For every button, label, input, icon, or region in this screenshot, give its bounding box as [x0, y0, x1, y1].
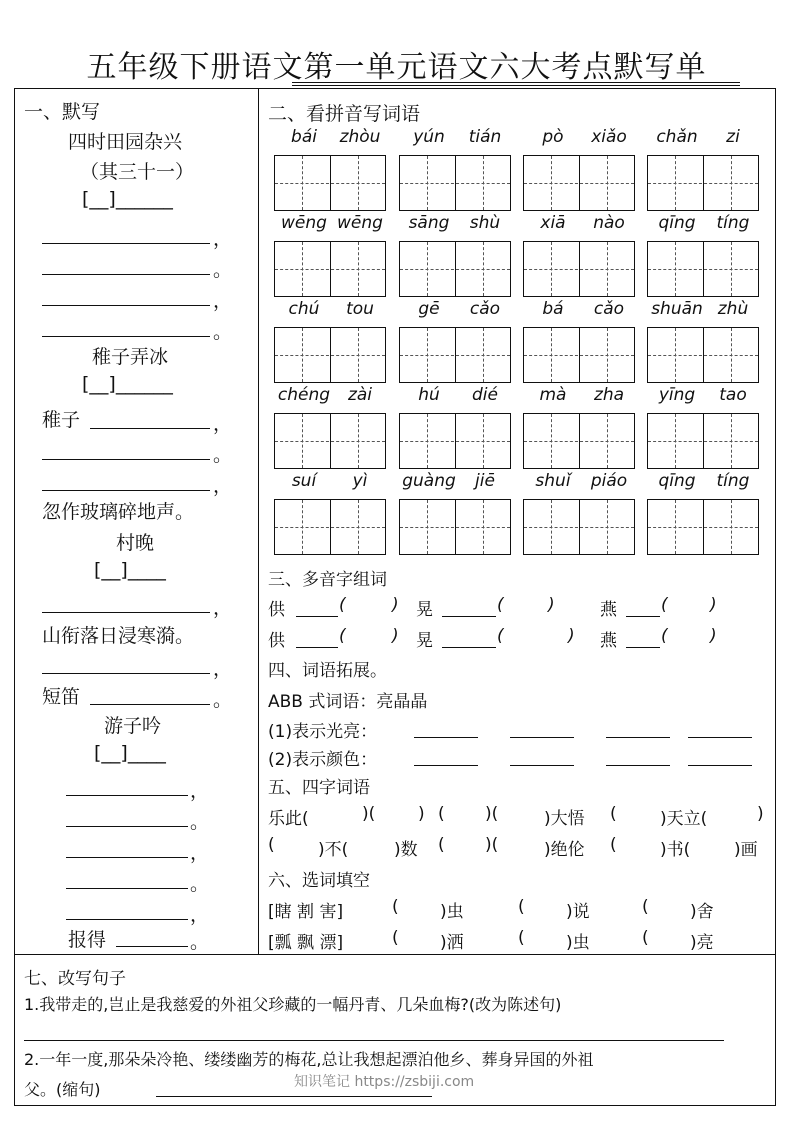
paren: ): [710, 595, 717, 615]
punct: 。: [190, 873, 210, 895]
writing-grid[interactable]: [399, 327, 511, 383]
writing-grid[interactable]: [274, 413, 386, 469]
section-heading: 三、多音字组词: [268, 570, 387, 590]
answer-line[interactable]: [66, 857, 188, 858]
item-label: (2)表示颜色：: [268, 750, 378, 770]
pinyin-label: bá: [542, 299, 564, 319]
poem-line-start: 稚子: [42, 409, 81, 431]
pinyin-label: yì: [352, 471, 368, 491]
answer-line[interactable]: [42, 336, 210, 337]
paren: (: [661, 626, 668, 646]
paren: ): [710, 626, 717, 646]
answer-line[interactable]: [606, 765, 670, 766]
writing-grid[interactable]: [647, 155, 759, 211]
writing-grid[interactable]: [274, 499, 386, 555]
pinyin-label: chú: [288, 299, 320, 319]
punct: ，: [190, 904, 210, 926]
writing-grid[interactable]: [523, 241, 635, 297]
writing-grid[interactable]: [647, 327, 759, 383]
poem-title: 四时田园杂兴: [68, 131, 183, 153]
writing-grid[interactable]: [399, 499, 511, 555]
question-1: 1.我带走的,岂止是我慈爱的外祖父珍藏的一幅丹青、几朵血梅?(改为陈述句): [24, 995, 562, 1014]
poem-line-start: 短笛: [42, 686, 81, 708]
pinyin-label: zha: [593, 385, 625, 405]
punct: ，: [213, 413, 233, 435]
pinyin-label: chǎn: [656, 127, 698, 147]
pinyin-label: tíng: [716, 471, 750, 491]
char: 燕: [600, 631, 617, 651]
punct: 。: [213, 444, 233, 466]
fill-item: )说: [566, 902, 590, 922]
pinyin-label: tián: [468, 127, 502, 147]
pinyin-label: gē: [418, 299, 440, 319]
idiom-part: )不(: [318, 840, 349, 860]
idiom-part: 乐此(: [268, 809, 309, 829]
punct: ，: [213, 597, 233, 619]
writing-grid[interactable]: [523, 155, 635, 211]
punct: 。: [213, 689, 233, 711]
pinyin-label: xiā: [540, 213, 566, 233]
pinyin-label: qīng: [658, 213, 696, 233]
idiom-part: )书(: [660, 840, 691, 860]
idiom-part: )(: [362, 804, 376, 824]
question-2-end: 父。(缩句): [24, 1080, 101, 1099]
pinyin-label: cǎo: [469, 299, 501, 319]
char: 晃: [416, 600, 433, 620]
poem-subtitle: （其三十一）: [80, 161, 195, 183]
paren: (: [392, 928, 399, 948]
paren: (: [339, 626, 346, 646]
poem-author-blank: [__]____: [94, 742, 166, 764]
column-divider: [258, 88, 259, 954]
idiom-part: (: [610, 804, 617, 824]
page-title: 五年级下册语文第一单元语文六大考点默写单: [86, 50, 707, 85]
paren: ): [548, 595, 555, 615]
paren: (: [392, 897, 399, 917]
answer-line[interactable]: [296, 616, 338, 617]
idiom-part: )(: [485, 835, 499, 855]
pinyin-label: tou: [346, 299, 374, 319]
writing-grid[interactable]: [399, 413, 511, 469]
punct: 。: [190, 931, 210, 953]
watermark: 知识笔记 https://zsbiji.com: [294, 1074, 475, 1090]
answer-line[interactable]: [90, 428, 210, 429]
answer-line[interactable]: [66, 919, 188, 920]
pinyin-label: yún: [413, 127, 445, 147]
punct: 。: [190, 811, 210, 833]
pinyin-label: sāng: [408, 213, 450, 233]
section-heading: 四、词语拓展。: [268, 661, 387, 681]
writing-grid[interactable]: [399, 155, 511, 211]
pinyin-label: wēng: [337, 213, 383, 233]
answer-line[interactable]: [42, 243, 210, 244]
section-heading: 六、选词填空: [268, 871, 370, 891]
fill-item: )亮: [690, 933, 714, 953]
answer-line[interactable]: [688, 765, 752, 766]
writing-grid[interactable]: [647, 499, 759, 555]
answer-line[interactable]: [296, 647, 338, 648]
paren: ): [392, 595, 399, 615]
punct: ，: [213, 475, 233, 497]
pinyin-label: bái: [291, 127, 317, 147]
paren: (: [518, 897, 525, 917]
answer-line[interactable]: [156, 1096, 432, 1097]
punct: ，: [213, 658, 233, 680]
punct: 。: [213, 259, 233, 281]
answer-line[interactable]: [24, 1040, 724, 1041]
writing-grid[interactable]: [399, 241, 511, 297]
paren: ): [392, 626, 399, 646]
punct: 。: [213, 321, 233, 343]
abb-example: ABB 式词语：亮晶晶: [268, 692, 428, 712]
writing-grid[interactable]: [523, 499, 635, 555]
char: 燕: [600, 600, 617, 620]
fill-item: )洒: [440, 933, 464, 953]
paren: (: [339, 595, 346, 615]
poem-author-blank: [__]____: [94, 559, 166, 581]
punct: ，: [190, 780, 210, 802]
paren: (: [497, 595, 504, 615]
pinyin-label: pò: [542, 127, 564, 147]
word-options: [瞎 割 害]: [268, 902, 344, 922]
char: 晃: [416, 631, 433, 651]
pinyin-label: yīng: [658, 385, 696, 405]
answer-line[interactable]: [688, 737, 752, 738]
answer-line[interactable]: [116, 946, 188, 947]
paren: (: [642, 928, 649, 948]
idiom-part: (: [268, 835, 275, 855]
poem-line: 山衔落日浸寒漪。: [42, 625, 195, 647]
answer-line[interactable]: [442, 616, 496, 617]
idiom-part: ): [418, 804, 425, 824]
question-2: 2.一年一度,那朵朵冷艳、缕缕幽芳的梅花,总让我想起漂泊他乡、葬身异国的外祖: [24, 1050, 594, 1069]
pinyin-label: dié: [472, 385, 498, 405]
char: 供: [268, 600, 285, 620]
fill-item: )舍: [690, 902, 714, 922]
pinyin-label: guàng: [402, 471, 456, 491]
pinyin-label: nào: [593, 213, 625, 233]
poem-title: 游子吟: [104, 715, 162, 737]
pinyin-label: hú: [418, 385, 440, 405]
answer-line[interactable]: [626, 647, 660, 648]
idiom-part: )(: [485, 804, 499, 824]
answer-line[interactable]: [442, 647, 496, 648]
poem-author-blank: [__]______: [82, 188, 173, 210]
pinyin-label: zhù: [717, 299, 749, 319]
idiom-part: )画: [734, 840, 758, 860]
idiom-part: (: [610, 835, 617, 855]
pinyin-label: zi: [726, 127, 740, 147]
writing-grid[interactable]: [523, 327, 635, 383]
fill-item: )虫: [440, 902, 464, 922]
pinyin-label: qīng: [658, 471, 696, 491]
idiom-part: )数: [394, 840, 418, 860]
answer-line[interactable]: [510, 765, 574, 766]
answer-line[interactable]: [90, 704, 210, 705]
poem-title: 稚子弄冰: [92, 346, 169, 368]
writing-grid[interactable]: [523, 413, 635, 469]
pinyin-label: cǎo: [593, 299, 625, 319]
idiom-part: )大悟: [544, 809, 585, 829]
writing-grid[interactable]: [274, 327, 386, 383]
idiom-part: )绝伦: [544, 840, 585, 860]
idiom-part: ): [757, 804, 764, 824]
answer-line[interactable]: [510, 737, 574, 738]
pinyin-label: shuān: [651, 299, 703, 319]
pinyin-label: jiē: [475, 471, 495, 491]
paren: (: [497, 626, 504, 646]
fill-item: )虫: [566, 933, 590, 953]
punct: ，: [213, 228, 233, 250]
idiom-part: (: [438, 804, 445, 824]
pinyin-label: wēng: [281, 213, 327, 233]
writing-grid[interactable]: [274, 155, 386, 211]
pinyin-label: zài: [347, 385, 373, 405]
pinyin-label: shù: [469, 213, 501, 233]
punct: ，: [190, 842, 210, 864]
writing-grid[interactable]: [647, 241, 759, 297]
char: 供: [268, 631, 285, 651]
answer-line[interactable]: [66, 888, 188, 889]
answer-line[interactable]: [42, 612, 210, 613]
poem-line: 忽作玻璃碎地声。: [42, 501, 195, 523]
answer-line[interactable]: [606, 737, 670, 738]
answer-line[interactable]: [414, 737, 478, 738]
section-divider: [14, 954, 776, 955]
answer-line[interactable]: [626, 616, 660, 617]
punct: ，: [213, 290, 233, 312]
pinyin-label: zhòu: [339, 127, 381, 147]
pinyin-label: chéng: [277, 385, 331, 405]
title-underline: [292, 82, 740, 83]
word-options: [瓢 飘 漂]: [268, 933, 344, 953]
idiom-part: (: [438, 835, 445, 855]
section-heading: 七、改写句子: [24, 969, 126, 989]
paren: (: [642, 897, 649, 917]
poem-author-blank: [__]______: [82, 373, 173, 395]
section-heading: 一、默写: [24, 101, 101, 123]
poem-line-start: 报得: [68, 929, 107, 951]
answer-line[interactable]: [42, 274, 210, 275]
pinyin-label: tao: [719, 385, 747, 405]
answer-line[interactable]: [42, 305, 210, 306]
item-label: (1)表示光亮：: [268, 722, 378, 742]
pinyin-label: tíng: [716, 213, 750, 233]
pinyin-label: mà: [539, 385, 567, 405]
section-heading: 五、四字词语: [268, 778, 370, 798]
writing-grid[interactable]: [274, 241, 386, 297]
pinyin-label: suí: [291, 471, 317, 491]
answer-line[interactable]: [66, 826, 188, 827]
pinyin-label: piáo: [590, 471, 628, 491]
answer-line[interactable]: [42, 490, 210, 491]
paren: ): [568, 626, 575, 646]
title-underline: [292, 85, 740, 86]
paren: (: [661, 595, 668, 615]
answer-line[interactable]: [42, 673, 210, 674]
section-heading: 二、看拼音写词语: [268, 103, 421, 125]
writing-grid[interactable]: [647, 413, 759, 469]
poem-title: 村晚: [116, 532, 155, 554]
answer-line[interactable]: [66, 795, 188, 796]
answer-line[interactable]: [414, 765, 478, 766]
idiom-part: )天立(: [660, 809, 708, 829]
pinyin-label: xiǎo: [591, 127, 627, 147]
answer-line[interactable]: [42, 459, 210, 460]
paren: (: [518, 928, 525, 948]
pinyin-label: shuǐ: [535, 471, 571, 491]
